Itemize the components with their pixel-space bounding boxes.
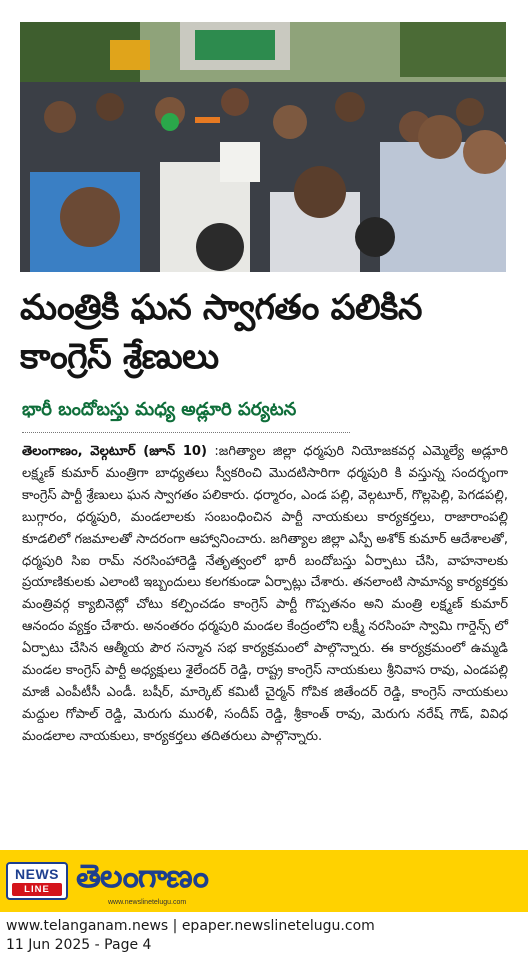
- logo-news-text: NEWS: [15, 866, 59, 882]
- article-subheadline: భారీ బందోబస్తు మధ్య అడ్లూరి పర్యటన: [22, 399, 297, 420]
- article-headline: [20, 284, 510, 382]
- masthead-url: www.newslinetelugu.com: [108, 899, 187, 906]
- newspaper-banner: [0, 850, 528, 912]
- logo-line-text: LINE: [12, 883, 62, 896]
- crowd-photo-illustration: [20, 22, 506, 272]
- article-body: [22, 441, 508, 748]
- headline-line-1: మంత్రికి ఘన స్వాగతం పలికిన: [20, 288, 422, 328]
- article-dateline: తెలంగాణం, వెల్గటూర్ (జూన్ 10): [22, 444, 208, 459]
- article-body-text: :జగిత్యాల జిల్లా ధర్మపురి నియోజకవర్గ ఎమ్మెల్యే అడ్లూరి లక్ష్మణ్ కుమార్ మంత్రిగా బాధ్యతలు స్వీకరించి మొదటిసారిగా ధర్మపురి కి వస్తున్న సందర్భంగా కాంగ్రెస్ పార్టీ శ్రేణులు ఘన స్వాగతం పలికారు. ధర్మారం, ఎండ పల్లి, వెల్గటూర్, గొల్లపెల్లి, పెగడపల్లి, బుగ్గారం, ధర్మపురి, మండలాలకు సంబంధించిన పార్టీ నాయకులు కార్యకర్తలు, రాజారాంపల్లి కూడలిలో గజమాలతో సాదరంగా ఆహ్వానించారు. జగిత్యాల జిల్లా ఎస్పీ అశోక్ కుమార్ ఆదేశాలతో, ధర్మపురి సిఐ రామ్ నరసింహారెడ్డి నేతృత్వంలో భారీ బందోబస్తు ఏర్పాటు చేసి, వాహనాలకు ప్రయాణికులకు ఎలాంటి ఇబ్బందులు కలగకుండా ఏర్పాట్లు చేశారు. తనలాంటి సామాన్య కార్యకర్తకు మంత్రివర్గ క్యాబినెట్లో చోటు కల్పించడం కాంగ్రెస్ పార్టీ గొప్పతనం అని మంత్రి లక్ష్మణ్ కుమార్ ఆనందం వ్యక్తం చేశారు. అనంతరం ధర్మపురి మండల కేంద్రంలోని లక్ష్మీ నరసింహ స్వామి గార్డెన్స్ లో ఏర్పాటు చేసిన ఆత్మీయ పౌర సన్మాన సభ కార్యక్రమంలో పాల్గొన్నారు. ఈ కార్యక్రమంలో ఉమ్మడి మండల కాంగ్రెస్ పార్టీ అధ్యక్షులు శైలేందర్ రెడ్డి, రాష్ట్ర కాంగ్రెస్ నాయకులు శ్రీనివాస రావు, ఎండపల్లి మాజీ ఎంపీటీసీ ఎండీ. బషీర్, మార్కెట్ కమిటీ చైర్మన్ గోపిక జితేందర్ రెడ్డి, కాంగ్రెస్ నాయకులు మద్దుల గోపాల్ రెడ్డి, మెరుగు మురళీ, సందీప్ రెడ్డి, శ్రీకాంత్ రావు, మెరుగు నరేష్ గౌడ్, వివిధ మండలాల నాయకులు, కార్యకర్తలు తదితరులు పాల్గొన్నారు.: [22, 444, 508, 744]
- headline-line-2: కాంగ్రెస్ శ్రేణులు: [20, 337, 219, 377]
- page-footer: [6, 917, 375, 955]
- newsline-logo: [6, 862, 68, 900]
- news-photo-crowd: [20, 22, 506, 272]
- footer-sites[interactable]: www.telanganam.news | epaper.newslinetelugu.com: [6, 918, 375, 934]
- footer-date-page: 11 Jun 2025 - Page 4: [6, 937, 152, 953]
- masthead-title: తెలంగాణం: [76, 857, 208, 895]
- subheadline-divider: [22, 432, 350, 433]
